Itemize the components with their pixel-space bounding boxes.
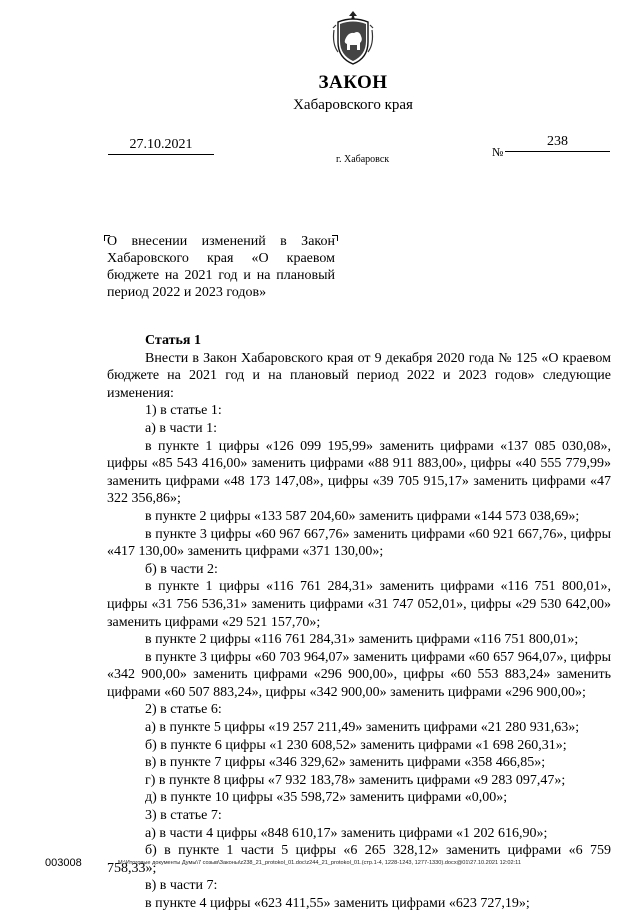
- paragraph: д) в пункте 10 цифры «35 598,72» заменить цифрами «0,00»;: [145, 790, 508, 806]
- paragraph: б) в пункте 6 цифры «1 230 608,52» заменить цифрами «1 698 260,31»;: [145, 737, 567, 753]
- heading-text: О внесении изменений в Закон Хабаровского края «О краевом бюджете на 2021 год и на плановый период 2022 и 2023 годов»: [107, 234, 335, 300]
- article-title: Статья 1: [145, 333, 201, 348]
- document-date: 27.10.2021: [108, 137, 214, 155]
- footer-file-path: M:\Итоговые документы Думы\7 созыв\Законы\z238_21_protokol_01.doc\z244_21_protokol_01.(стр.1-4, 1228-1243, 1277-1330).docx@01\27.10.2021 12:02:11: [118, 860, 521, 866]
- paragraph: б) в пункте 1 части 5 цифры «6 265 328,12» заменить цифрами «6 759 758,33»;: [107, 843, 611, 876]
- paragraph: а) в части 1:: [145, 420, 217, 436]
- document-number: 238: [505, 134, 610, 152]
- footer-code: 003008: [45, 857, 82, 869]
- paragraph: в пункте 2 цифры «116 761 284,31» заменить цифрами «116 751 800,01»;: [145, 632, 579, 648]
- document-title: ЗАКОН: [318, 72, 388, 93]
- paragraph: в пункте 3 цифры «60 967 667,76» заменить цифрами «60 921 667,76», цифры «417 130,00» заменить цифрами «371 130,00»;: [107, 526, 611, 560]
- paragraph: в) в части 7:: [145, 878, 218, 894]
- paragraph: в пункте 3 цифры «60 703 964,07» заменить цифрами «60 657 964,07», цифры «342 900,00» заменить цифрами «296 900,00», цифры «60 553 883,24» заменить цифрами «60 507 883,24», цифры «342 900,00» заменить цифрами «296 900,00»;: [107, 649, 611, 700]
- heading-corner-left: [104, 235, 110, 241]
- document-heading: [107, 233, 335, 301]
- paragraph: в пункте 2 цифры «133 587 204,60» заменить цифрами «144 573 038,69»;: [145, 508, 580, 524]
- paragraph: Внести в Закон Хабаровского края от 9 декабря 2020 года № 125 «О краевом бюджете на 2021 год и на плановый период 2022 и 2023 годов» следующие изменения:: [107, 350, 611, 401]
- paragraph: б) в части 2:: [145, 561, 218, 577]
- paragraph: в пункте 1 цифры «116 761 284,31» заменить цифрами «116 751 800,01», цифры «31 756 536,31» заменить цифрами «31 747 052,01», цифры «29 530 642,00» заменить цифрами «29 521 157,70»;: [107, 579, 611, 630]
- paragraph: в) в пункте 7 цифры «346 329,62» заменить цифрами «358 466,85»;: [145, 755, 546, 771]
- document-body: [107, 332, 611, 913]
- paragraph: г) в пункте 8 цифры «7 932 183,78» заменить цифрами «9 283 097,47»;: [145, 772, 566, 788]
- number-sign: №: [492, 145, 504, 159]
- paragraph: 1) в статье 1:: [145, 403, 222, 419]
- coat-of-arms-icon: [330, 10, 376, 66]
- paragraph: в пункте 4 цифры «623 411,55» заменить цифрами «623 727,19»;: [145, 896, 530, 911]
- document-city: г. Хабаровск: [336, 154, 390, 165]
- paragraph: 3) в статье 7:: [145, 808, 222, 824]
- heading-corner-right: [332, 235, 338, 241]
- paragraph: а) в пункте 5 цифры «19 257 211,49» заменить цифрами «21 280 931,63»;: [145, 720, 580, 736]
- paragraph: в пункте 1 цифры «126 099 195,99» заменить цифрами «137 085 030,08», цифры «85 543 416,00» заменить цифрами «88 911 883,00», цифры «40 555 779,99» заменить цифрами «48 173 147,08», цифры «39 705 915,17» заменить цифрами «47 322 356,86»;: [107, 438, 611, 507]
- paragraph: а) в части 4 цифры «848 610,17» заменить цифрами «1 202 616,90»;: [145, 825, 548, 841]
- document-subtitle: Хабаровского края: [293, 97, 413, 113]
- paragraph: 2) в статье 6:: [145, 702, 222, 718]
